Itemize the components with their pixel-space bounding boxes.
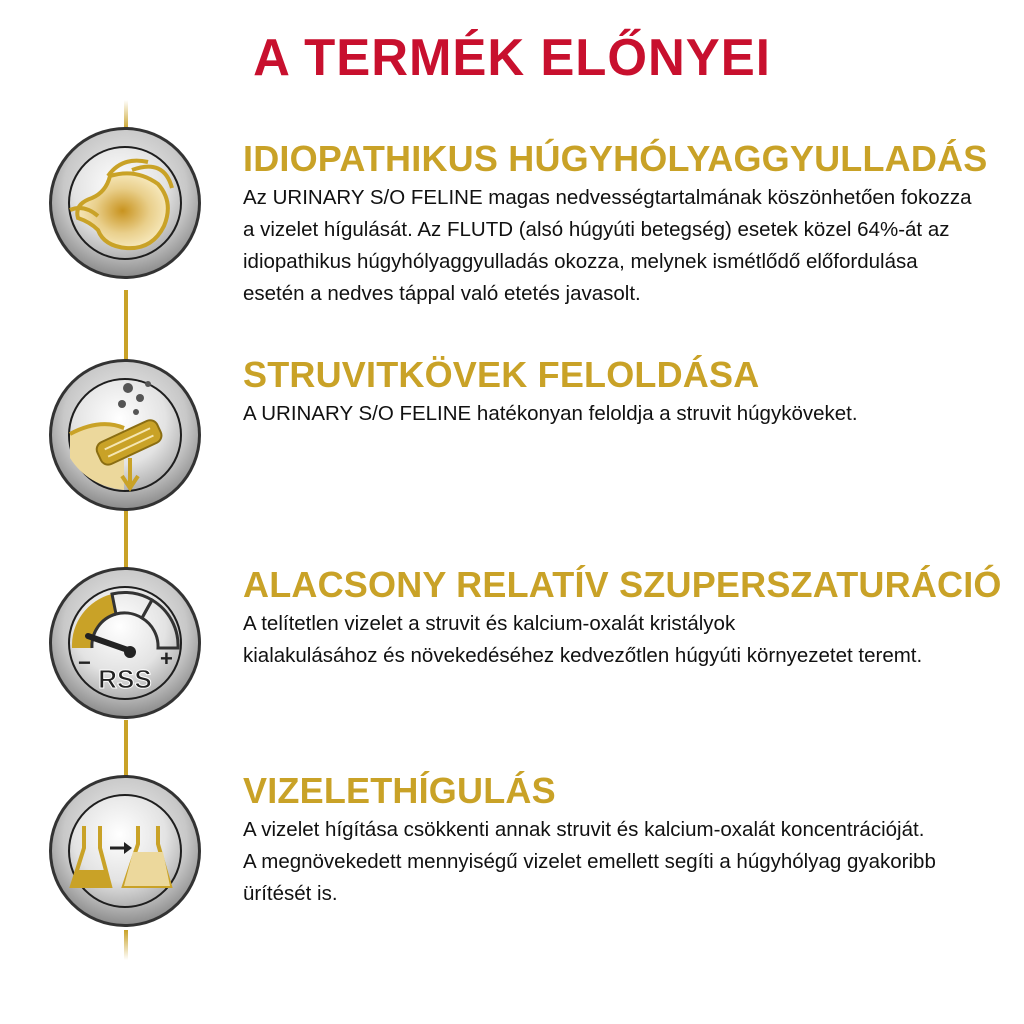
bladder-icon [48,126,202,280]
svg-text:−: − [78,650,91,675]
benefit-text [243,182,1003,310]
benefit-text-line: kialakulásához és növekedéséhez kedvezőtlen húgyúti környezetet teremt. [243,644,923,667]
benefit-text [243,814,1003,910]
benefit-struvite-dissolution [243,354,1003,430]
benefit-text-line: ürítését is. [243,882,338,905]
benefit-idiopathic-cystitis [243,138,1003,310]
benefit-text-line: idiopathikus húgyhólyaggyulladás okozza, melynek ismétlődő előfordulása [243,250,918,273]
benefit-heading: ALACSONY RELATÍV SZUPERSZATURÁCIÓ [243,564,1002,605]
rss-gauge-icon [48,566,202,720]
rss-label: RSS [98,664,152,694]
dilution-flasks-icon [48,774,202,928]
benefit-text-line: A vizelet hígítása csökkenti annak struvit és kalcium-oxalát koncentrációját. [243,818,925,841]
benefit-urine-dilution [243,770,1003,910]
benefit-text-line: a vizelet hígulását. Az FLUTD (alsó húgyúti betegség) esetek közel 64%-át az [243,218,950,241]
benefit-low-rss [243,564,1003,672]
benefit-text-line: A megnövekedett mennyiségű vizelet emellett segíti a húgyhólyag gyakoribb [243,850,936,873]
benefit-text-line: Az URINARY S/O FELINE magas nedvességtartalmának köszönhetően fokozza [243,186,972,209]
struvite-stone-icon [48,358,202,512]
benefit-text [243,398,1003,430]
benefit-heading: STRUVITKÖVEK FELOLDÁSA [243,354,760,395]
benefit-text [243,608,1003,672]
benefit-heading: IDIOPATHIKUS HÚGYHÓLYAGGYULLADÁS [243,138,988,179]
page-title: A TERMÉK ELŐNYEI [253,29,771,87]
svg-text:+: + [160,646,173,671]
benefit-text-line: esetén a nedves táppal való etetés javasolt. [243,282,641,305]
benefit-text-line: A telítetlen vizelet a struvit és kalcium-oxalát kristályok [243,612,736,635]
benefit-heading: VIZELETHÍGULÁS [243,770,556,811]
benefit-text-line: A URINARY S/O FELINE hatékonyan feloldja a struvit húgyköveket. [243,402,858,425]
